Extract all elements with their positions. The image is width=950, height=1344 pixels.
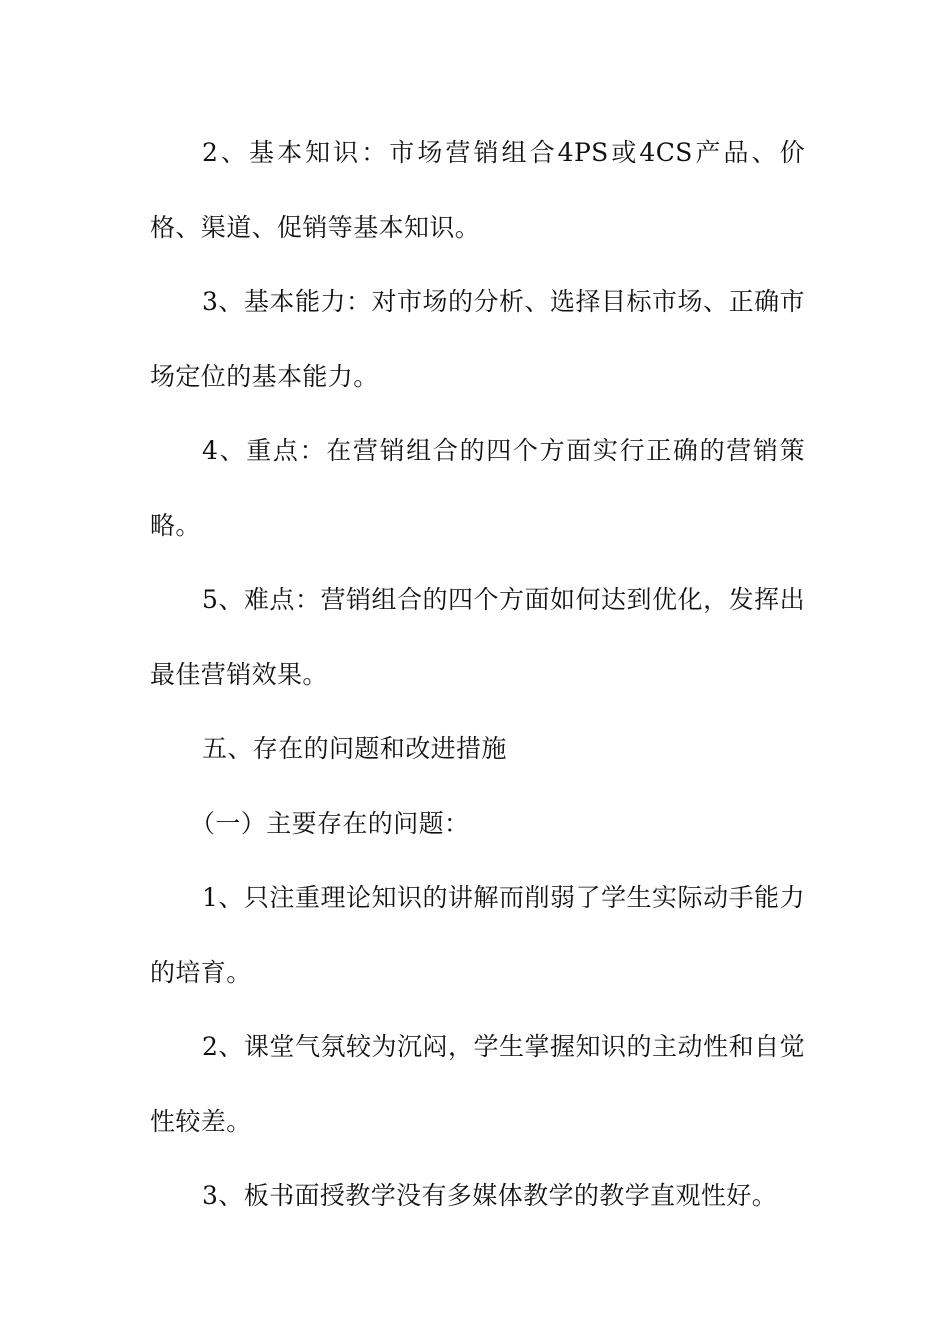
subsection-heading-main-problems: （一）主要存在的问题：: [190, 808, 470, 838]
paragraph-problem-1: 1、只注重理论知识的讲解而削弱了学生实际动手能力的培育。: [150, 883, 805, 987]
paragraph-basic-knowledge: 2、基本知识：市场营销组合4PS或4CS产品、价格、渠道、促销等基本知识。: [150, 138, 805, 242]
paragraph-difficulty: 5、难点：营销组合的四个方面如何达到优化，发挥出最佳营销效果。: [150, 585, 805, 689]
section-heading-problems: 五、存在的问题和改进措施: [202, 734, 507, 763]
paragraph-key-point: 4、重点：在营销组合的四个方面实行正确的营销策略。: [150, 436, 805, 540]
paragraph-basic-ability: 3、基本能力：对市场的分析、选择目标市场、正确市场定位的基本能力。: [150, 287, 805, 391]
document-body: [150, 116, 805, 1234]
paragraph-problem-3: 3、板书面授教学没有多媒体教学的教学直观性好。: [202, 1181, 778, 1210]
paragraph-problem-2: 2、课堂气氛较为沉闷，学生掌握知识的主动性和自觉性较差。: [150, 1032, 805, 1136]
